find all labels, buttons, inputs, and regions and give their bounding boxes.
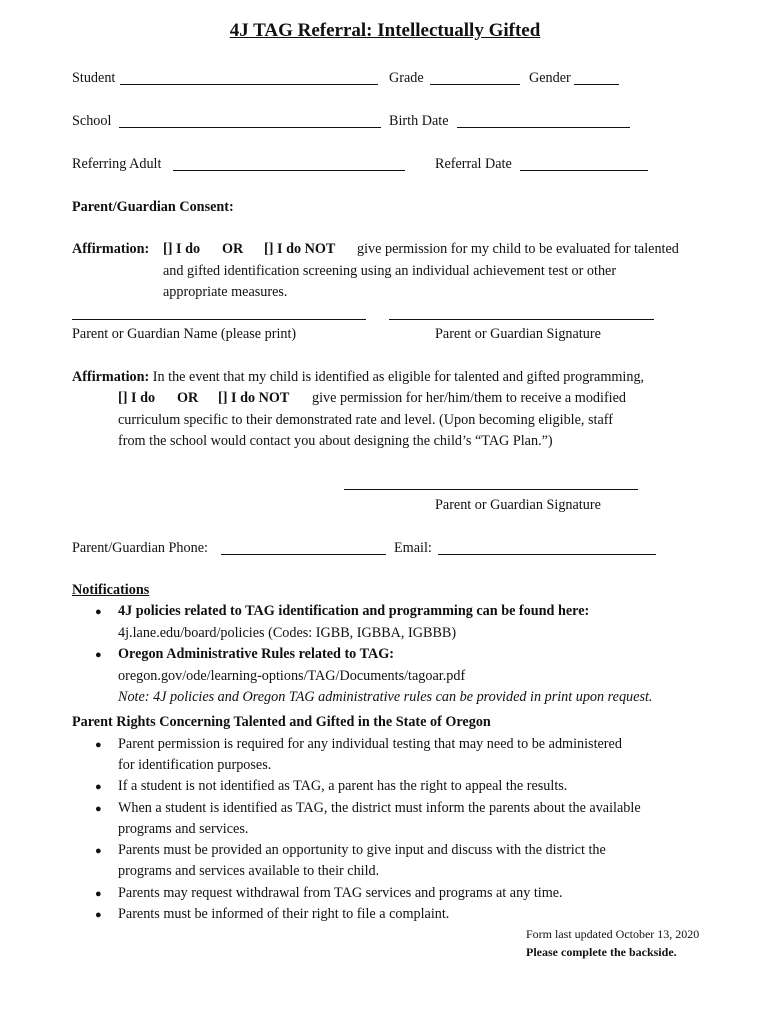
referral-date-input-line[interactable] [520,170,648,171]
guardian-signature-line-2[interactable] [344,489,638,490]
guardian-signature-line[interactable] [389,319,654,320]
affirmation-1-text-line1: give permission for my child to be evaluated for talented [357,241,679,257]
bullet-icon: ● [95,739,102,751]
guardian-signature-label: Parent or Guardian Signature [435,326,601,342]
affirmation-2-do-checkbox[interactable]: [] I do [118,390,156,406]
affirmation-1-do-checkbox[interactable]: [] I do [163,241,201,257]
bullet-icon: ● [95,888,102,900]
form-title: 4J TAG Referral: Intellectually Gifted [229,20,541,41]
affirmation-1-label: Affirmation: [72,241,150,257]
guardian-name-line[interactable] [72,319,366,320]
guardian-name-label: Parent or Guardian Name (please print) [72,326,297,342]
rights-item-3-line1: When a student is identified as TAG, the district must inform the parents about the available [118,800,641,816]
notification-1-title: 4J policies related to TAG identification and programming can be found here: [118,603,590,619]
affirmation-2-do-not-checkbox[interactable]: [] I do NOT [218,390,290,406]
notification-1-text: 4j.lane.edu/board/policies (Codes: IGBB, IGBBA, IGBBB) [118,625,457,641]
rights-item-4-line2: programs and services available to their child. [118,863,380,879]
affirmation-1-do-not-checkbox[interactable]: [] I do NOT [264,241,336,257]
form-updated-date: Form last updated October 13, 2020 [526,927,700,941]
gender-label: Gender [529,70,571,86]
referral-date-label: Referral Date [435,156,512,172]
affirmation-1-or: OR [222,241,244,257]
bullet-icon: ● [95,803,102,815]
bullet-icon: ● [95,649,102,661]
email-label: Email: [394,540,432,556]
rights-item-4-line1: Parents must be provided an opportunity to give input and discuss with the district the [118,842,606,858]
consent-heading: Parent/Guardian Consent: [72,199,234,215]
student-label: Student [72,70,116,86]
affirmation-2-text-line3: curriculum specific to their demonstrated rate and level. (Upon becoming eligible, staff [118,412,613,428]
affirmation-2-or: OR [177,390,199,406]
affirmation-2-text-line4: from the school would contact you about designing the child’s “TAG Plan.”) [118,433,553,449]
referring-adult-label: Referring Adult [72,156,162,172]
affirmation-1-text-line3: appropriate measures. [163,284,288,300]
email-input-line[interactable] [438,554,656,555]
bullet-icon: ● [95,781,102,793]
rights-item-3-line2: programs and services. [118,821,249,837]
student-input-line[interactable] [120,84,378,85]
grade-input-line[interactable] [430,84,520,85]
rights-item-1-line2: for identification purposes. [118,757,272,773]
rights-item-5: Parents may request withdrawal from TAG services and programs at any time. [118,885,563,901]
notification-2-title: Oregon Administrative Rules related to TAG: [118,646,394,662]
affirmation-2-text-line2: give permission for her/him/them to receive a modified [312,390,627,406]
bullet-icon: ● [95,909,102,921]
guardian-signature-label-2: Parent or Guardian Signature [435,497,601,513]
affirmation-2-text-line1: In the event that my child is identified as eligible for talented and gifted programming, [152,369,645,385]
rights-heading: Parent Rights Concerning Talented and Gifted in the State of Oregon [72,714,491,730]
affirmation-2-line1 [72,369,644,386]
phone-input-line[interactable] [221,554,386,555]
grade-label: Grade [389,70,424,86]
complete-backside-note: Please complete the backside. [526,945,677,959]
bullet-icon: ● [95,606,102,618]
notifications-heading: Notifications [72,582,150,598]
phone-label: Parent/Guardian Phone: [72,540,208,556]
affirmation-2-label: Affirmation: [72,369,150,385]
referring-adult-input-line[interactable] [173,170,405,171]
affirmation-1-text-line2: and gifted identification screening using an individual achievement test or other [163,263,617,279]
birth-date-input-line[interactable] [457,127,630,128]
rights-item-2: If a student is not identified as TAG, a parent has the right to appeal the results. [118,778,568,794]
gender-input-line[interactable] [574,84,619,85]
notification-note: Note: 4J policies and Oregon TAG administrative rules can be provided in print upon request. [118,689,653,705]
bullet-icon: ● [95,845,102,857]
school-label: School [72,113,112,129]
rights-item-6: Parents must be informed of their right to file a complaint. [118,906,450,922]
notification-2-text: oregon.gov/ode/learning-options/TAG/Documents/tagoar.pdf [118,668,466,684]
birth-date-label: Birth Date [389,113,449,129]
school-input-line[interactable] [119,127,381,128]
rights-item-1-line1: Parent permission is required for any individual testing that may need to be administered [118,736,622,752]
